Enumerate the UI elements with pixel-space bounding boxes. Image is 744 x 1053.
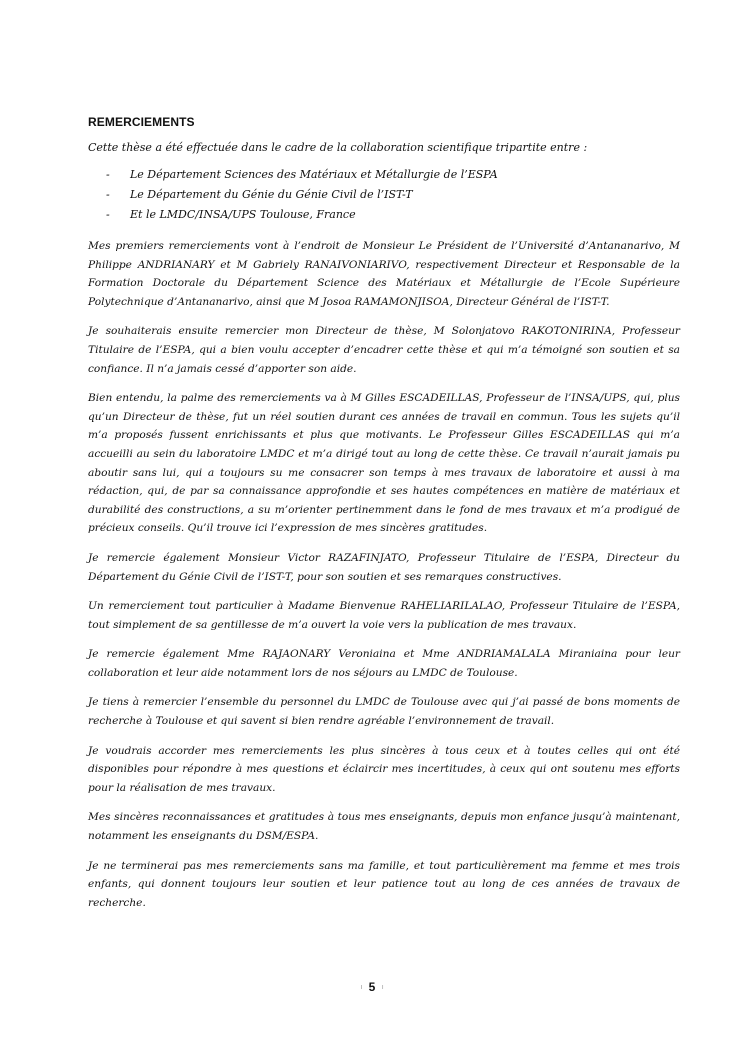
- paragraph: Bien entendu, la palme des remerciements va à M Gilles ESCADEILLAS, Professeur de l’INSA/UPS, qui, plus qu’un Directeur de thèse, fut un réel soutien durant ces années de travail en commun. Tous les sujets qu’il m’a proposés fussent enrichissants et plus que motivants. Le Professeur Gilles ESCADEILLAS qui m’a accueilli au sein du laboratoire LMDC et m’a dirigé tout au long de cette thèse. Ce travail n’aurait jamais pu aboutir sans lui, qui a toujours su me consacrer son temps à mes travaux de laboratoire et aussi à ma rédaction, qui, de par sa connaissance approfondie et ses hautes compétences en matière de matériaux et durabilité des constructions, a su m’orienter pertinemment dans le fond de mes travaux et m’a prodigué de précieux conseils. Qu’il trouve ici l’expression de mes sincères gratitudes.: [88, 392, 680, 535]
- list-item: [88, 185, 680, 205]
- page-number: 5: [368, 980, 376, 994]
- list-item: [88, 165, 680, 185]
- paragraph: Un remerciement tout particulier à Madame Bienvenue RAHELIARILALAO, Professeur Titulaire de l’ESPA, tout simplement de sa gentillesse de m’a ouvert la voie vers la publication de mes travaux.: [88, 600, 680, 631]
- bullet-dash: -: [106, 168, 110, 181]
- list-item-text: Le Département du Génie du Génie Civil de l’IST-T: [130, 188, 413, 201]
- paragraph: Je remercie également Monsieur Victor RAZAFINJATO, Professeur Titulaire de l’ESPA, Directeur du Département du Génie Civil de l’IST-T, pour son soutien et ses remarques constructives.: [88, 551, 680, 583]
- list-item: [88, 205, 680, 225]
- bullet-dash: -: [106, 188, 110, 201]
- page-title: REMERCIEMENTS: [88, 115, 195, 129]
- page-footer: [0, 980, 744, 994]
- footer-mark-left: ı: [360, 984, 363, 992]
- paragraph: Mes sincères reconnaissances et gratitudes à tous mes enseignants, depuis mon enfance jusqu’à maintenant, notamment les enseignants du DSM/ESPA.: [88, 811, 680, 843]
- paragraph: Je souhaiterais ensuite remercier mon Directeur de thèse, M Solonjatovo RAKOTONIRINA, Professeur Titulaire de l’ESPA, qui a bien voulu accepter d’encadrer cette thèse et qui m’a témoigné son soutien et sa confiance. Il n’a jamais cessé d’apporter son aide.: [88, 325, 680, 375]
- footer-mark-right: ı: [381, 984, 384, 992]
- list-item-text: Le Département Sciences des Matériaux et Métallurgie de l’ESPA: [130, 168, 498, 181]
- paragraph: Je tiens à remercier l’ensemble du personnel du LMDC de Toulouse avec qui j’ai passé de bons moments de recherche à Toulouse et qui savent si bien rendre agréable l’environnement de travail.: [88, 696, 680, 728]
- bullet-dash: -: [106, 208, 110, 221]
- list-item-text: Et le LMDC/INSA/UPS Toulouse, France: [130, 208, 356, 221]
- intro-sentence: Cette thèse a été effectuée dans le cadre de la collaboration scientifique tripartite entre :: [88, 141, 588, 154]
- partner-list: [88, 165, 680, 225]
- paragraph: Je remercie également Mme RAJAONARY Veroniaina et Mme ANDRIAMALALA Miraniaina pour leur collaboration et leur aide notamment lors de nos séjours au LMDC de Toulouse.: [88, 648, 680, 679]
- document-page: [88, 115, 680, 923]
- paragraph: Je ne terminerai pas mes remerciements sans ma famille, et tout particulièrement ma femme et mes trois enfants, qui donnent toujours leur soutien et leur patience tout au long de ces années de travaux de recherche.: [88, 859, 680, 909]
- paragraph: Mes premiers remerciements vont à l’endroit de Monsieur Le Président de l’Université d’Antananarivo, M Philippe ANDRIANARY et M Gabriely RANAIVONIARIVO, respectivement Directeur et Responsable de la Formation Doctorale du Département Science des Matériaux et Métallurgie de l’Ecole Supérieure Polytechnique d’Antananarivo, ainsi que M Josoa RAMAMONJISOA, Directeur Général de l’IST-T.: [88, 240, 680, 308]
- paragraph: Je voudrais accorder mes remerciements les plus sincères à tous ceux et à toutes celles qui ont été disponibles pour répondre à mes questions et éclaircir mes incertitudes, à ceux qui ont soutenu mes efforts pour la réalisation de mes travaux.: [88, 744, 680, 794]
